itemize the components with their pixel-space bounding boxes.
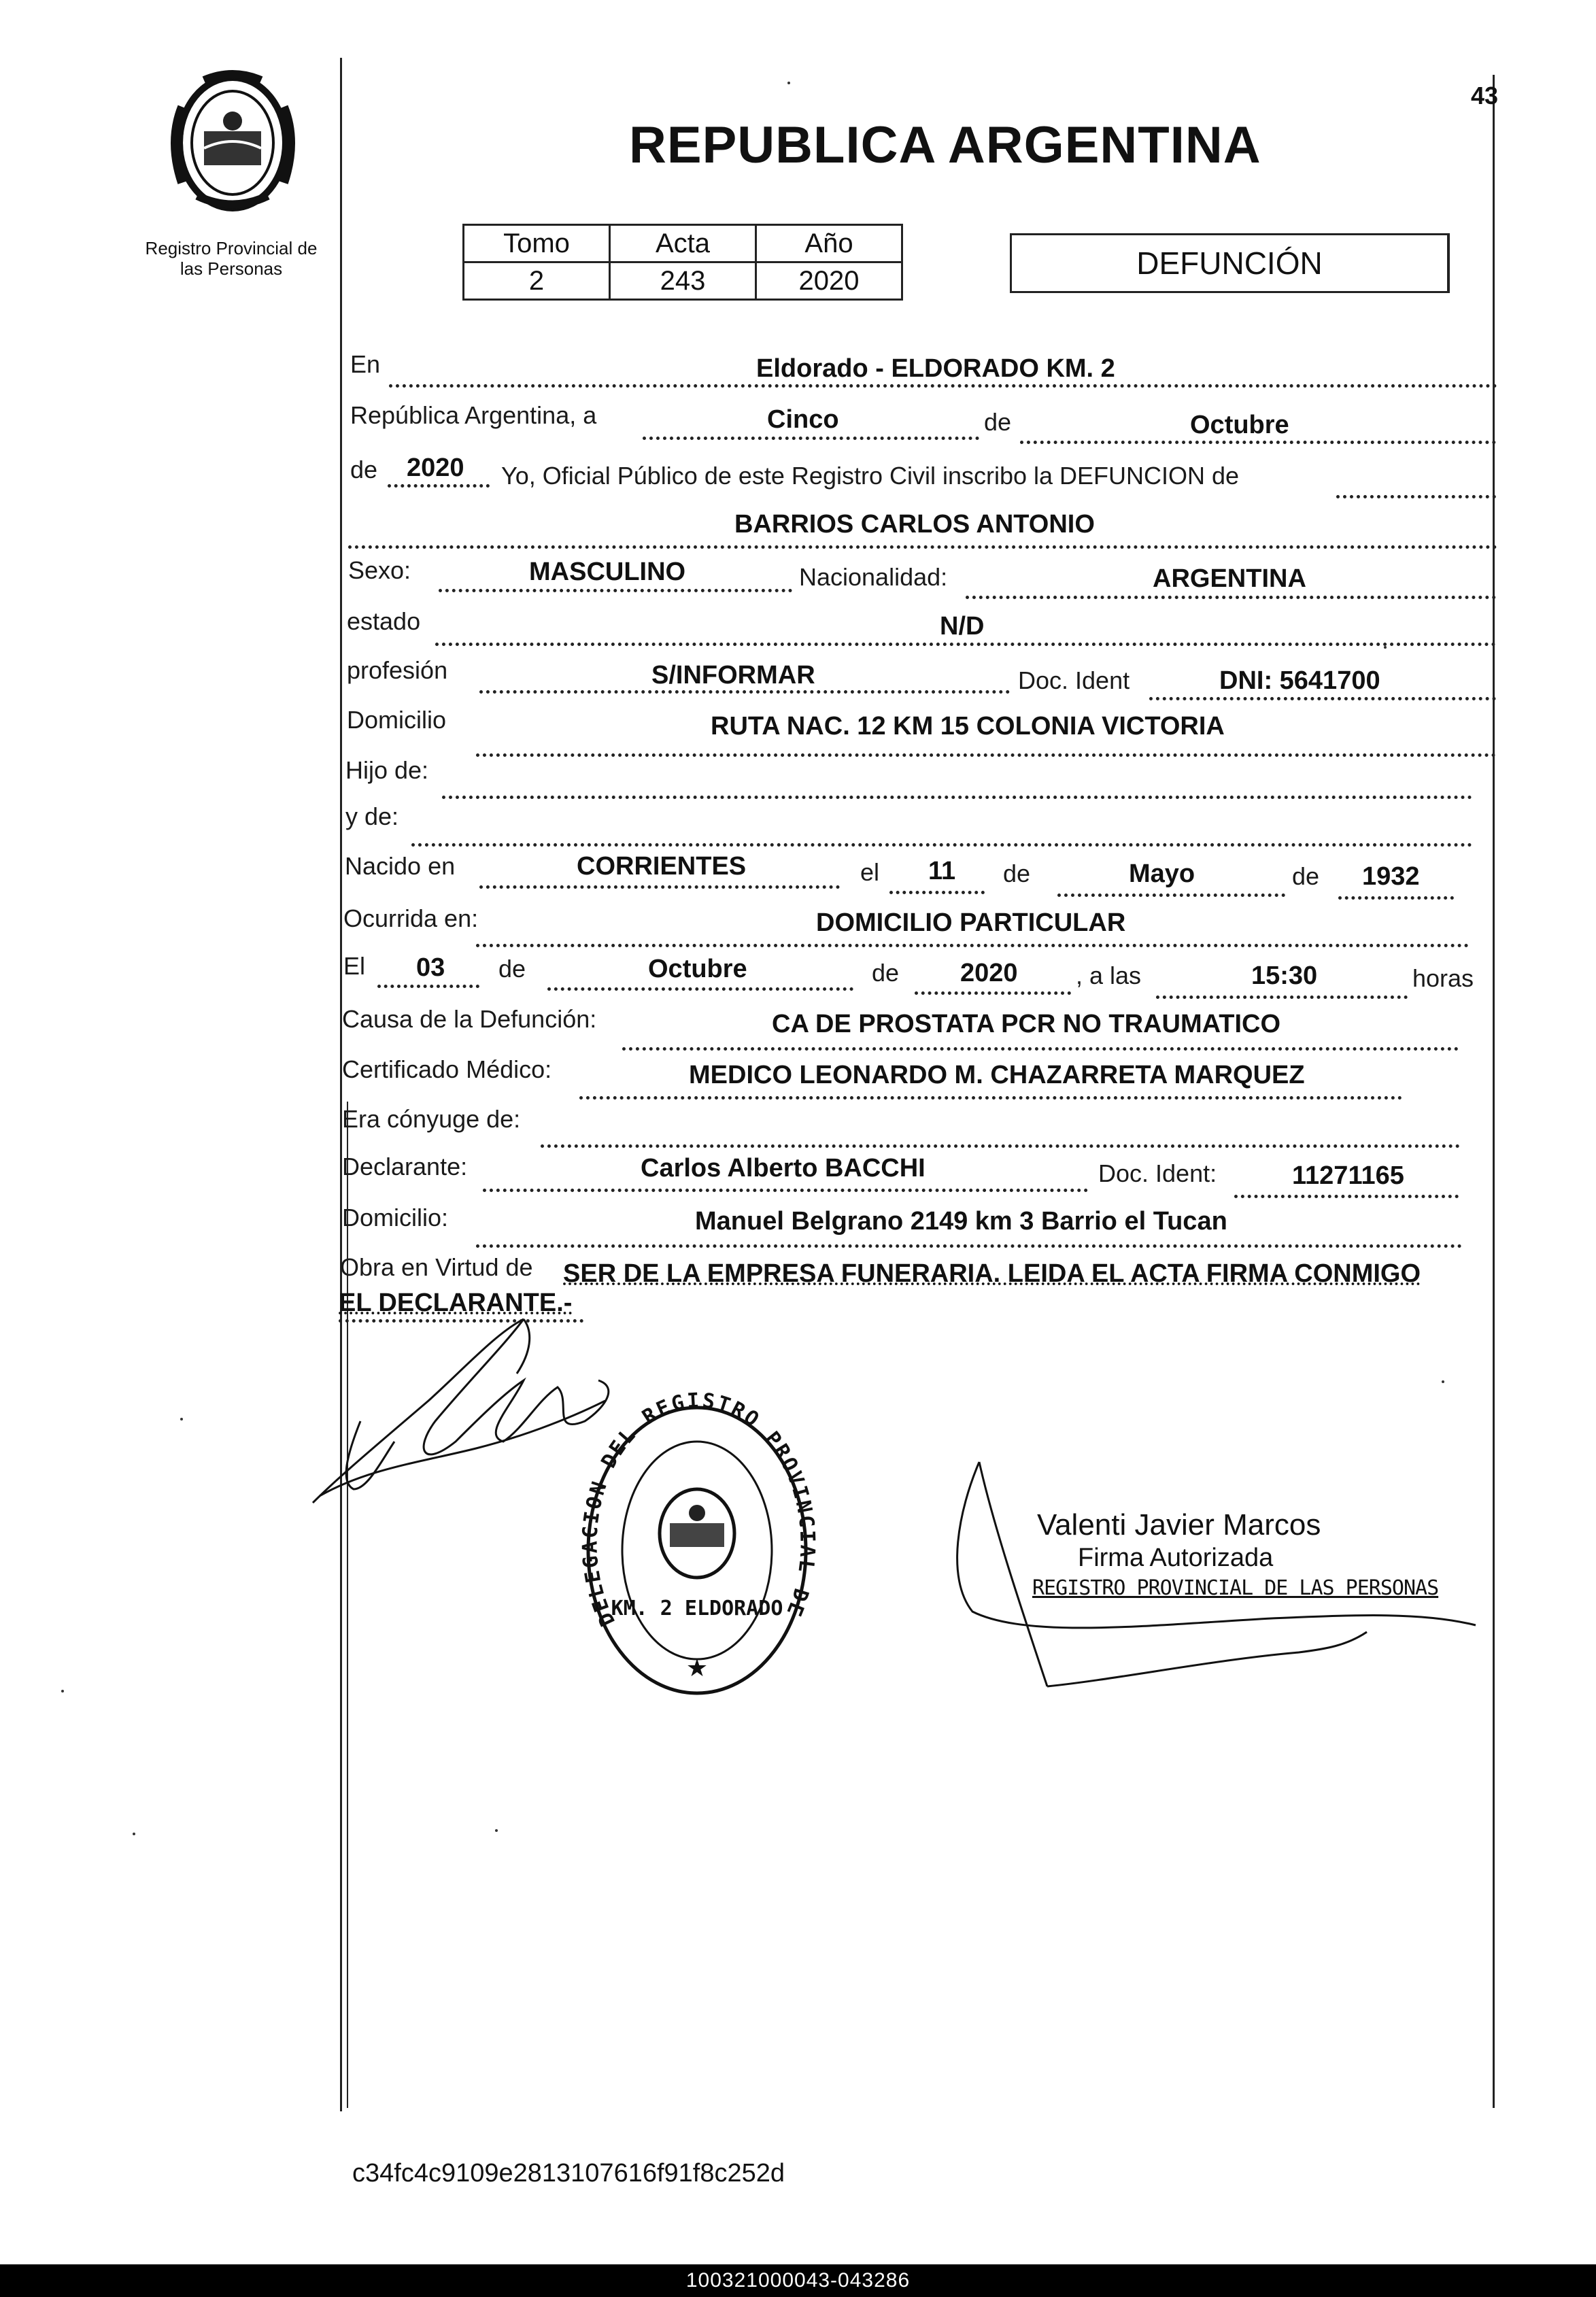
value-declarant-address: Manuel Belgrano 2149 km 3 Barrio el Tucan <box>695 1207 1227 1236</box>
label-profesion: profesión <box>347 656 448 684</box>
dotted-line <box>1338 896 1454 900</box>
label-declarante: Declarante: <box>342 1153 468 1180</box>
dotted-line <box>348 545 1497 549</box>
scan-speck <box>495 1829 498 1832</box>
value-sex: MASCULINO <box>529 558 686 586</box>
label-estado: estado <box>347 607 421 635</box>
statement-text: Yo, Oficial Público de este Registro Civil inscribo la DEFUNCION de <box>501 462 1240 490</box>
label-el-death: El <box>343 952 366 980</box>
value-basis-line1: SER DE LA EMPRESA FUNERARIA. LEIDA EL ACTA FIRMA CONMIGO <box>563 1259 1421 1288</box>
page-number: 43 <box>1471 82 1499 109</box>
value-death-year: 2020 <box>960 959 1018 987</box>
official-stamp <box>568 1391 826 1703</box>
tomo-header: Tomo <box>464 225 610 262</box>
value-year: 2020 <box>407 454 464 482</box>
label-de-death-year: de <box>872 959 900 987</box>
document-code: 100321000043-043286 <box>685 2269 911 2292</box>
label-de-year: de <box>350 456 378 483</box>
dotted-line <box>1149 697 1496 700</box>
value-declarant-doc: 11271165 <box>1292 1161 1404 1190</box>
label-nacionalidad: Nacionalidad: <box>799 563 948 591</box>
dotted-line <box>411 843 1472 847</box>
book-reference-table <box>462 224 903 301</box>
tomo-value: 2 <box>464 262 610 300</box>
anio-header: Año <box>756 225 902 262</box>
authorized-signature-scribble <box>945 1455 1482 1693</box>
label-ocurrida-en: Ocurrida en: <box>343 904 479 932</box>
book-table-value-row <box>464 262 902 300</box>
registry-caption-line2: las Personas <box>180 258 283 279</box>
left-margin-line-inner <box>347 1102 348 2108</box>
scan-speck <box>61 1690 64 1692</box>
label-horas: horas <box>1412 964 1474 992</box>
dotted-line <box>476 944 1469 947</box>
dotted-line <box>889 891 985 894</box>
stamp-outer-text: DELEGACION DEL REGISTRO PROVINCIAL DE <box>578 1391 819 1630</box>
value-basis-line2: EL DECLARANTE.- <box>339 1289 573 1317</box>
scan-speck <box>180 1418 183 1420</box>
right-margin-line <box>1493 75 1495 2108</box>
dotted-line <box>547 987 853 991</box>
label-el: el <box>860 858 880 886</box>
value-death-time: 15:30 <box>1251 962 1318 990</box>
label-sexo: Sexo: <box>348 556 411 584</box>
value-place: Eldorado - ELDORADO KM. 2 <box>756 354 1115 383</box>
label-y-de: y de: <box>345 802 399 830</box>
value-deceased-name: BARRIOS CARLOS ANTONIO <box>734 510 1095 539</box>
label-en: En <box>350 350 381 378</box>
label-de: de <box>984 408 1012 436</box>
stamp-inner-text: KM. 2 ELDORADO <box>611 1597 783 1620</box>
dotted-line <box>1336 495 1496 498</box>
dotted-line <box>643 437 979 440</box>
dotted-line <box>377 985 479 988</box>
label-causa: Causa de la Defunción: <box>342 1005 597 1033</box>
dotted-line <box>476 1244 1462 1248</box>
registry-caption <box>122 238 340 279</box>
value-medical-certificate: MEDICO LEONARDO M. CHAZARRETA MARQUEZ <box>689 1061 1305 1089</box>
dotted-line <box>479 885 840 889</box>
value-death-place: DOMICILIO PARTICULAR <box>816 908 1126 937</box>
signer-office: REGISTRO PROVINCIAL DE LAS PERSONAS <box>1032 1576 1439 1600</box>
value-birth-year: 1932 <box>1362 862 1420 891</box>
label-nacido-en: Nacido en <box>345 852 456 880</box>
coat-of-arms-logo <box>156 67 309 216</box>
scan-speck <box>133 1833 135 1835</box>
anio-value: 2020 <box>756 262 902 300</box>
value-cause: CA DE PROSTATA PCR NO TRAUMATICO <box>772 1010 1280 1038</box>
label-de-death-month: de <box>498 955 526 983</box>
scan-speck <box>787 82 790 84</box>
dotted-line <box>1234 1195 1459 1198</box>
value-month: Octubre <box>1190 411 1289 439</box>
dotted-line <box>1156 996 1408 999</box>
value-birth-place: CORRIENTES <box>577 852 747 881</box>
label-hijo-de: Hijo de: <box>345 756 429 784</box>
value-profession: S/INFORMAR <box>651 661 815 690</box>
label-domicilio-declarante: Domicilio: <box>342 1204 449 1231</box>
dotted-line <box>541 1144 1460 1148</box>
value-doc-id: DNI: 5641700 <box>1219 666 1380 695</box>
value-address: RUTA NAC. 12 KM 15 COLONIA VICTORIA <box>711 712 1225 741</box>
dotted-line <box>442 796 1472 799</box>
scan-speck <box>1442 1380 1444 1383</box>
label-de-birth-year: de <box>1292 862 1320 890</box>
value-death-month: Octubre <box>648 955 747 983</box>
value-birth-month: Mayo <box>1129 860 1195 888</box>
page-title: REPUBLICA ARGENTINA <box>629 116 1261 174</box>
value-birth-day: 11 <box>928 857 956 885</box>
label-doc-ident-declarante: Doc. Ident: <box>1098 1159 1217 1187</box>
dotted-line <box>435 643 1496 646</box>
document-code-bar <box>0 2264 1596 2297</box>
dotted-line <box>579 1096 1402 1100</box>
dotted-line <box>476 753 1496 757</box>
dotted-line <box>622 1047 1459 1051</box>
acta-header: Acta <box>610 225 756 262</box>
dotted-line <box>388 484 490 488</box>
acta-value: 243 <box>610 262 756 300</box>
dotted-line <box>915 991 1071 995</box>
label-republica: República Argentina, a <box>350 401 597 429</box>
value-death-day: 03 <box>416 953 445 982</box>
registry-caption-line1: Registro Provincial de <box>145 238 318 258</box>
value-nationality: ARGENTINA <box>1153 564 1306 593</box>
signer-role: Firma Autorizada <box>1078 1544 1274 1572</box>
book-table-header-row <box>464 225 902 262</box>
dotted-line <box>479 690 1010 694</box>
label-a-las: , a las <box>1076 962 1142 989</box>
dotted-line <box>1020 441 1496 444</box>
left-margin-line <box>340 58 342 2111</box>
record-type-box: DEFUNCIÓN <box>1010 233 1450 293</box>
value-day-text: Cinco <box>767 405 839 434</box>
document-hash: c34fc4c9109e2813107616f91f8c252d <box>352 2159 785 2188</box>
label-doc-ident: Doc. Ident <box>1018 666 1130 694</box>
label-domicilio: Domicilio <box>347 706 447 734</box>
label-obra-en-virtud: Obra en Virtud de <box>340 1253 533 1281</box>
label-de-birth-month: de <box>1003 860 1031 887</box>
scan-speck <box>1384 646 1387 649</box>
dotted-line <box>389 384 1497 388</box>
svg-text:★: ★ <box>685 1654 709 1682</box>
dotted-line <box>1057 894 1285 897</box>
value-civil-status: N/D <box>940 612 985 641</box>
label-conyuge: Era cónyuge de: <box>342 1105 521 1133</box>
label-certificado: Certificado Médico: <box>342 1055 552 1083</box>
signer-name: Valenti Javier Marcos <box>1037 1508 1321 1542</box>
dotted-line <box>439 589 792 592</box>
value-declarant: Carlos Alberto BACCHI <box>641 1154 926 1182</box>
dotted-line <box>483 1189 1088 1192</box>
dotted-line <box>966 596 1496 599</box>
